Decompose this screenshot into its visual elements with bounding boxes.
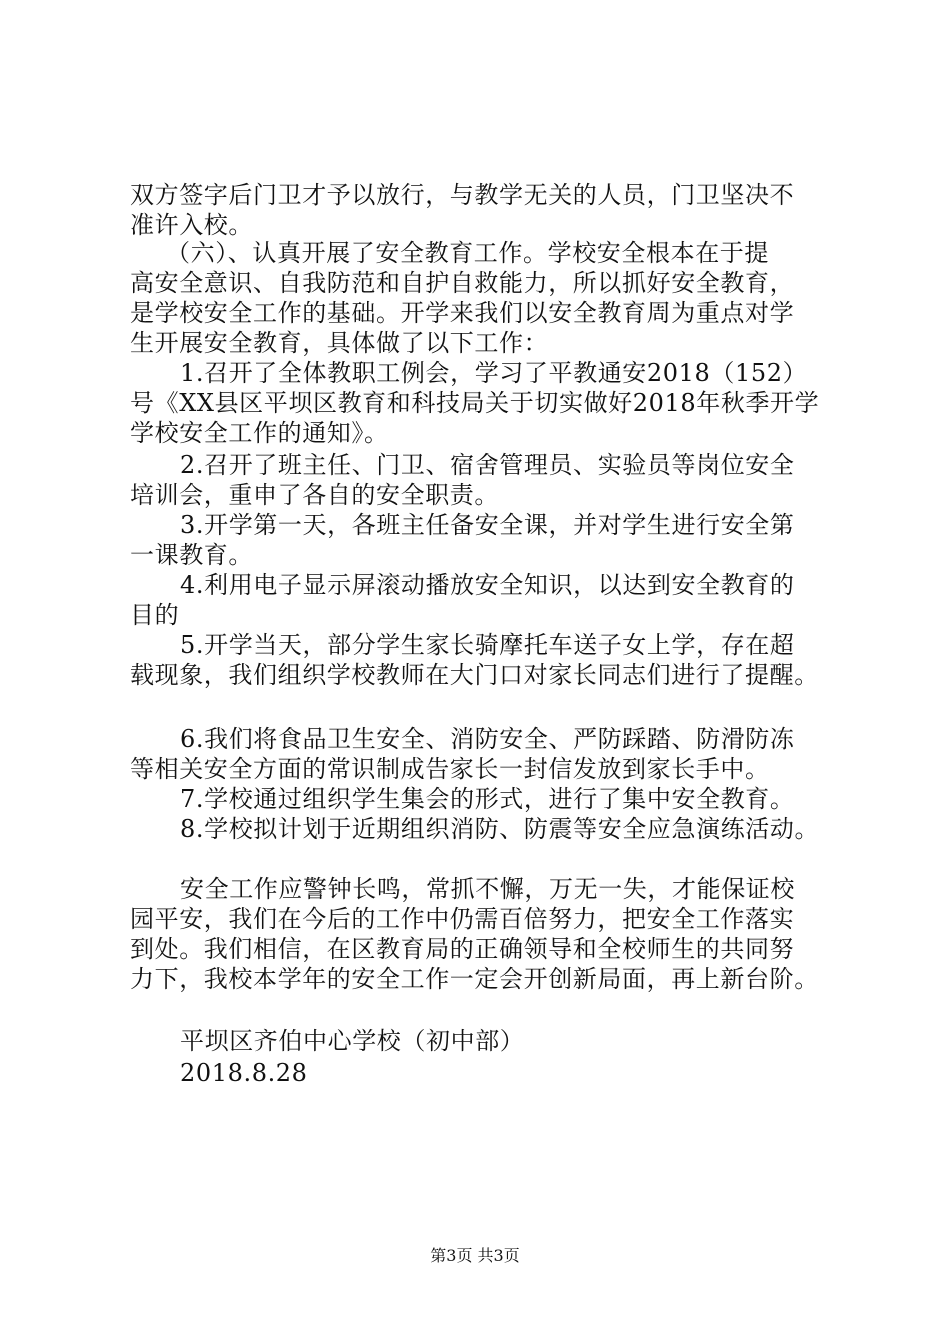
- list-item: 6.我们将食品卫生安全、消防安全、严防踩踏、防滑防冻: [180, 725, 795, 753]
- paragraph-line: （六）、认真开展了安全教育工作。学校安全根本在于提: [166, 239, 769, 267]
- paragraph-line: 等相关安全方面的常识制成告家长一封信发放到家长手中。: [130, 755, 770, 783]
- list-item: 1.召开了全体教职工例会，学习了平教通安2018（152）: [180, 359, 808, 387]
- paragraph-line: 载现象，我们组织学校教师在大门口对家长同志们进行了提醒。: [130, 661, 819, 689]
- paragraph-line: 一课教育。: [130, 541, 253, 569]
- list-item: 4.利用电子显示屏滚动播放安全知识，以达到安全教育的: [180, 571, 795, 599]
- paragraph-line: 号《XX县区平坝区教育和科技局关于切实做好2018年秋季开学: [130, 389, 820, 417]
- paragraph-line: 生开展安全教育，具体做了以下工作：: [130, 329, 549, 357]
- list-item: 3.开学第一天，各班主任备安全课，并对学生进行安全第: [180, 511, 795, 539]
- paragraph-line: 高安全意识、自我防范和自护自救能力，所以抓好安全教育，: [130, 269, 795, 297]
- paragraph-line: 园平安，我们在今后的工作中仍需百倍努力，把安全工作落实: [130, 905, 795, 933]
- list-item: 8.学校拟计划于近期组织消防、防震等安全应急演练活动。: [180, 815, 820, 843]
- paragraph-line: 力下，我校本学年的安全工作一定会开创新局面，再上新台阶。: [130, 965, 819, 993]
- paragraph-line: 是学校安全工作的基础。开学来我们以安全教育周为重点对学: [130, 299, 795, 327]
- paragraph-line: 准许入校。: [130, 211, 253, 239]
- list-item: 2.召开了班主任、门卫、宿舍管理员、实验员等岗位安全: [180, 451, 795, 479]
- page-footer: 第3页 共3页: [430, 1246, 520, 1265]
- signature-date: 2018.8.28: [180, 1059, 308, 1087]
- signature-organization: 平坝区齐伯中心学校（初中部）: [180, 1027, 525, 1055]
- list-item: 7.学校通过组织学生集会的形式，进行了集中安全教育。: [180, 785, 795, 813]
- paragraph-line: 目的: [130, 601, 180, 629]
- paragraph-line: 安全工作应警钟长鸣，常抓不懈，万无一失，才能保证校: [180, 875, 795, 903]
- paragraph-line: 培训会，重申了各自的安全职责。: [130, 481, 499, 509]
- paragraph-line: 双方签字后门卫才予以放行，与教学无关的人员，门卫坚决不: [130, 181, 795, 209]
- paragraph-line: 学校安全工作的通知》。: [130, 419, 389, 447]
- list-item: 5.开学当天，部分学生家长骑摩托车送子女上学，存在超: [180, 631, 795, 659]
- paragraph-line: 到处。我们相信，在区教育局的正确领导和全校师生的共同努: [130, 935, 795, 963]
